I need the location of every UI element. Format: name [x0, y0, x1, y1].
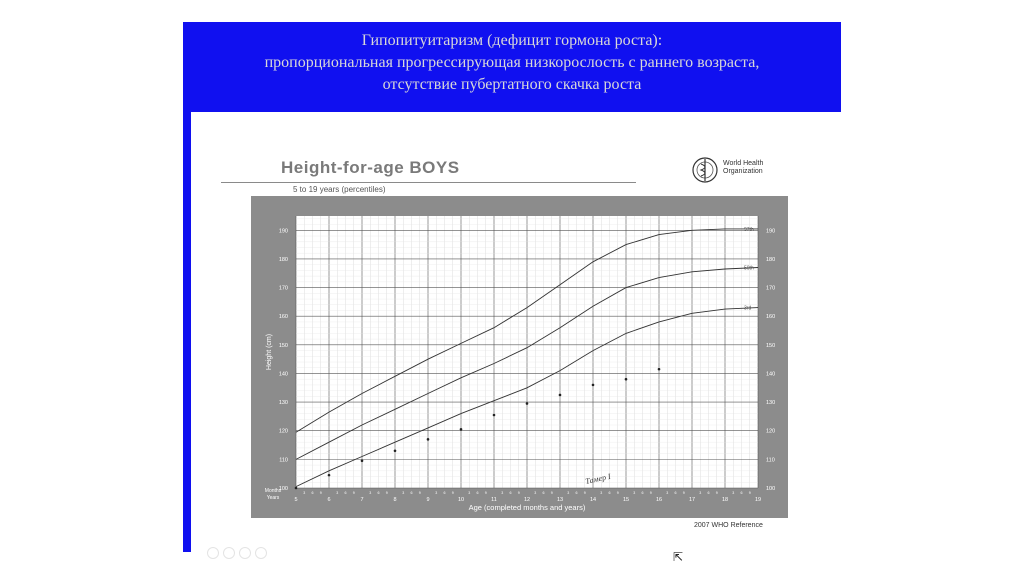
- y-tick-label-right: 130: [766, 400, 776, 407]
- month-tick-label: 3: [699, 491, 702, 495]
- x-axis-title: Age (completed months and years): [468, 503, 586, 512]
- y-tick-label-right: 100: [766, 486, 776, 492]
- data-point: [295, 487, 298, 490]
- month-tick-label: 9: [451, 491, 454, 495]
- y-tick-label: 100: [278, 486, 288, 492]
- x-tick-label: 10: [457, 497, 465, 503]
- data-point: [592, 384, 595, 387]
- month-tick-label: 6: [575, 491, 578, 495]
- slide-title: [183, 30, 841, 96]
- month-tick-label: 3: [534, 491, 537, 495]
- nav-dot[interactable]: [207, 547, 219, 559]
- month-tick-label: 3: [303, 491, 306, 495]
- organization-name: [723, 160, 793, 176]
- data-point: [625, 378, 628, 381]
- y-tick-label: 190: [278, 228, 288, 235]
- row-label-months: Months: [264, 488, 282, 494]
- chart-footer: 2007 WHO Reference: [694, 522, 763, 529]
- data-point: [328, 474, 331, 477]
- data-point: [427, 438, 430, 441]
- month-tick-label: 9: [715, 491, 718, 495]
- month-tick-label: 9: [385, 491, 388, 495]
- x-tick-label: 6: [327, 497, 331, 503]
- x-tick-label: 12: [523, 497, 531, 503]
- y-tick-label-right: 160: [766, 314, 776, 321]
- y-tick-label-right: 170: [766, 285, 776, 292]
- month-tick-label: 6: [608, 491, 611, 495]
- height-for-age-chart: [251, 196, 788, 518]
- y-tick-label: 170: [278, 285, 288, 292]
- month-tick-label: 9: [583, 491, 586, 495]
- x-tick-label: 18: [721, 497, 729, 503]
- slide-left-edge: [183, 112, 191, 552]
- y-tick-label-right: 190: [766, 228, 776, 235]
- data-point: [394, 449, 397, 452]
- x-tick-label: 14: [589, 497, 597, 503]
- slide-nav[interactable]: [207, 546, 271, 564]
- month-tick-label: 9: [748, 491, 751, 495]
- x-tick-label: 11: [491, 497, 497, 503]
- data-point: [493, 414, 496, 417]
- x-tick-label: 16: [655, 497, 663, 503]
- nav-dot[interactable]: [223, 547, 235, 559]
- month-tick-label: 3: [402, 491, 405, 495]
- month-tick-label: 3: [369, 491, 372, 495]
- y-tick-label-right: 120: [766, 428, 776, 435]
- y-tick-label: 130: [278, 400, 288, 407]
- month-tick-label: 3: [633, 491, 636, 495]
- data-point: [460, 428, 463, 431]
- series-label-50th: 50th: [744, 265, 754, 272]
- x-tick-label: 8: [393, 497, 397, 503]
- title-line-2: пропорциональная прогрессирующая низкорослость с раннего возраста,: [264, 54, 760, 71]
- month-tick-label: 6: [542, 491, 545, 495]
- month-tick-label: 3: [600, 491, 603, 495]
- header-rule: [221, 182, 636, 183]
- y-tick-label-right: 110: [766, 457, 775, 464]
- data-point: [658, 368, 661, 371]
- data-point: [361, 460, 364, 463]
- data-point: [526, 402, 529, 405]
- month-tick-label: 9: [517, 491, 520, 495]
- y-tick-label: 160: [278, 314, 288, 321]
- month-tick-label: 6: [740, 491, 743, 495]
- x-tick-label: 7: [360, 497, 364, 503]
- month-tick-label: 3: [468, 491, 471, 495]
- chart-subtitle: 5 to 19 years (percentiles): [293, 185, 386, 194]
- month-tick-label: 9: [352, 491, 355, 495]
- month-tick-label: 9: [550, 491, 553, 495]
- slide: [183, 22, 841, 564]
- x-tick-label: 15: [622, 497, 630, 503]
- month-tick-label: 6: [641, 491, 644, 495]
- month-tick-label: 3: [501, 491, 504, 495]
- y-tick-label: 120: [278, 428, 288, 435]
- y-tick-label: 110: [279, 457, 288, 464]
- org-line-2: Organization: [723, 168, 763, 175]
- month-tick-label: 6: [509, 491, 512, 495]
- who-emblem-icon: [691, 156, 719, 184]
- y-tick-label-right: 140: [766, 371, 776, 378]
- nav-dot[interactable]: [255, 547, 267, 559]
- x-tick-label: 17: [688, 497, 696, 503]
- y-tick-label-right: 180: [766, 256, 776, 263]
- month-tick-label: 3: [435, 491, 438, 495]
- month-tick-label: 6: [707, 491, 710, 495]
- x-tick-label: 19: [754, 497, 762, 503]
- month-tick-label: 6: [476, 491, 479, 495]
- y-tick-label: 150: [278, 342, 288, 349]
- nav-dot[interactable]: [239, 547, 251, 559]
- y-tick-label: 140: [278, 371, 288, 378]
- month-tick-label: 6: [674, 491, 677, 495]
- mouse-cursor-icon: ⇱: [673, 550, 684, 564]
- month-tick-label: 9: [649, 491, 652, 495]
- chart-title: Height-for-age BOYS: [281, 158, 460, 177]
- handwritten-annotation: Тамер I: [584, 471, 612, 486]
- month-tick-label: 9: [682, 491, 685, 495]
- y-tick-label-right: 150: [766, 342, 776, 349]
- series-label-3rd: 3rd: [744, 305, 752, 312]
- month-tick-label: 3: [567, 491, 570, 495]
- y-axis-title: Height (cm): [266, 333, 273, 371]
- month-tick-label: 3: [666, 491, 669, 495]
- month-tick-label: 6: [443, 491, 446, 495]
- month-tick-label: 6: [311, 491, 314, 495]
- org-line-1: World Health: [723, 160, 764, 167]
- month-tick-label: 9: [418, 491, 421, 495]
- x-tick-label: 13: [556, 497, 564, 503]
- month-tick-label: 6: [410, 491, 413, 495]
- x-tick-label: 9: [426, 497, 430, 503]
- title-bar: [183, 22, 841, 112]
- y-tick-label: 180: [278, 256, 288, 263]
- month-tick-label: 6: [377, 491, 380, 495]
- month-tick-label: 6: [344, 491, 347, 495]
- series-label-97th: 97th: [744, 226, 754, 233]
- data-point: [559, 394, 562, 397]
- month-tick-label: 3: [732, 491, 735, 495]
- title-line-1: Гипопитуитаризм (дефицит гормона роста):: [361, 32, 663, 49]
- month-tick-label: 9: [319, 491, 322, 495]
- month-tick-label: 3: [336, 491, 339, 495]
- x-tick-label: 5: [294, 497, 298, 503]
- row-label-years: Years: [266, 495, 280, 501]
- month-tick-label: 9: [616, 491, 619, 495]
- month-tick-label: 9: [484, 491, 487, 495]
- title-line-3: отсутствие пубертатного скачка роста: [382, 76, 642, 93]
